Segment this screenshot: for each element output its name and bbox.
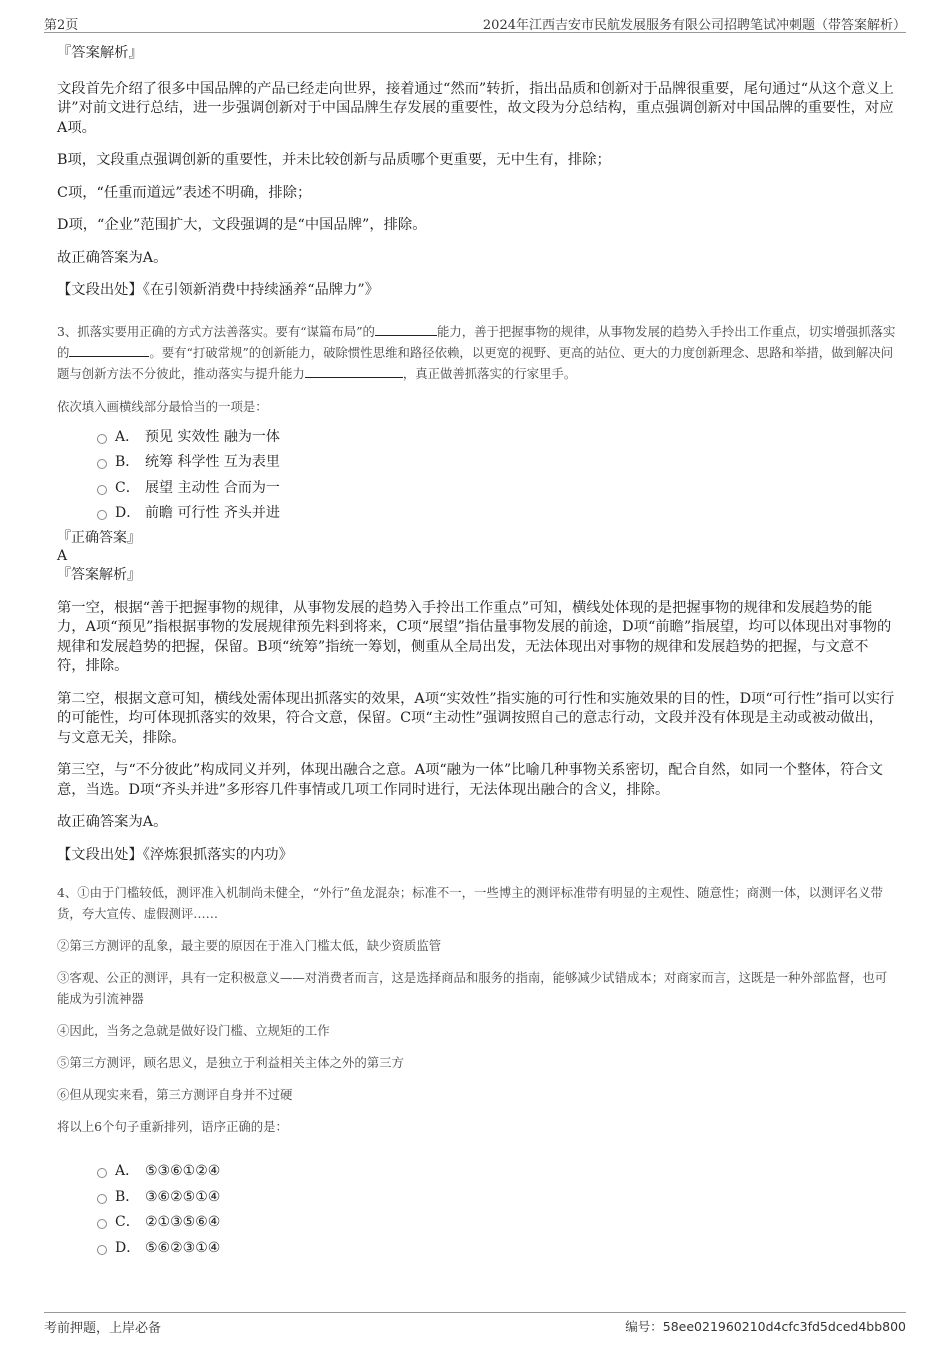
option-d[interactable]: D． 前瞻 可行性 齐头并进 [97, 501, 897, 527]
analysis-paragraph: 文段首先介绍了很多中国品牌的产品已经走向世界，接着通过“然而”转折，指出品质和创新对于品牌很重要，尾句通过“从这个意义上讲”对前文进行总结，进一步强调创新对于中国品牌生存发展的重要性，故文段为分总结构，重点强调创新对中国品牌的重要性，对应A项。 [57, 80, 894, 136]
option-c[interactable]: C． ②①③⑤⑥④ [97, 1210, 897, 1236]
option-d[interactable]: D． ⑤⑥②③①④ [97, 1236, 897, 1262]
analysis-paragraph: C项，“任重而道远”表述不明确，排除； [57, 184, 312, 201]
analysis-paragraph: 第三空，与“不分彼此”构成同义并列，体现出融合之意。A项“融为一体”比喻几种事物关系密切，配合自然，如同一个整体，符合文意，当选。D项“齐头并进”多形容几件事情或几项工作同时进行，无法体现出融合的含义，排除。 [57, 762, 883, 798]
correct-answer: A [57, 547, 68, 564]
source-citation: 【文段出处】《在引领新消费中持续涵养“品牌力”》 [57, 282, 379, 298]
document-code: 编号：58ee021960210d4cfc3fd5dced4bb800 [625, 1319, 906, 1334]
radio-icon[interactable] [97, 485, 107, 495]
radio-icon[interactable] [97, 1194, 107, 1204]
question-4-sentence: 4、①由于门槛较低，测评准入机制尚未健全，“外行”鱼龙混杂；标准不一，一些博主的测评标准带有明显的主观性、随意性；商测一体，以测评名义带货，夸大宣传、虚假测评…… [57, 885, 883, 921]
correct-answer-heading: 『正确答案』 [57, 529, 141, 546]
page-content [57, 44, 897, 1261]
question-4-sentence: ⑥但从现实来看，第三方测评自身并不过硬 [57, 1087, 293, 1102]
radio-icon[interactable] [97, 434, 107, 444]
analysis-paragraph: 第一空，根据“善于把握事物的规律，从事物发展的趋势入手拎出工作重点”可知，横线处体现的是把握事物的规律和发展趋势的能力，A项“预见”指根据事物的发展规律预先料到将来，C项“展望”指估量事物发展的前途，D项“前瞻”指展望，均可以体现出对事物的规律和发展趋势的把握，保留。B项“统筹”指统一筹划，侧重从全局出发，无法体现出对事物的规律和发展趋势的把握，与文意不符，排除。 [57, 599, 892, 674]
analysis-heading: 『答案解析』 [57, 566, 141, 583]
radio-icon[interactable] [97, 1219, 107, 1229]
question-prompt: 依次填入画横线部分最恰当的一项是： [57, 398, 268, 414]
footer-slogan: 考前押题，上岸必备 [44, 1321, 162, 1336]
option-b[interactable]: B． 统筹 科学性 互为表里 [97, 450, 897, 476]
analysis-paragraph: B项，文段重点强调创新的重要性，并未比较创新与品质哪个更重要，无中生有，排除； [57, 152, 611, 168]
analysis-paragraph: 第二空，根据文意可知，横线处需体现出抓落实的效果，A项“实效性”指实施的可行性和实施效果的目的性，D项“可行性”指可以实行的可能性，均可体现抓落实的效果，符合文意，保留。C项“主动性”强调按照自己的意志行动，文段并没有体现是主动或被动做出，与文意无关，排除。 [57, 690, 895, 746]
answer-blank [305, 365, 403, 378]
option-a[interactable]: A． ⑤③⑥①②④ [97, 1159, 897, 1185]
analysis-paragraph: 故正确答案为A。 [57, 814, 168, 830]
question-4-sentence: ③客观、公正的测评，具有一定积极意义——对消费者而言，这是选择商品和服务的指南，能够减少试错成本；对商家而言，这既是一种外部监督，也可能成为引流神器 [57, 970, 888, 1006]
radio-icon[interactable] [97, 1245, 107, 1255]
page-number: 第2页 [44, 18, 79, 33]
question-prompt: 将以上6个句子重新排列，语序正确的是： [57, 1119, 288, 1134]
question-4-sentence: ⑤第三方测评，顾名思义，是独立于利益相关主体之外的第三方 [57, 1055, 404, 1070]
analysis-heading: 『答案解析』 [57, 45, 143, 61]
page-header [44, 12, 906, 33]
question-3-options [97, 425, 897, 527]
radio-icon[interactable] [97, 510, 107, 520]
page-footer [44, 1312, 906, 1337]
radio-icon[interactable] [97, 1168, 107, 1178]
option-b[interactable]: B． ③⑥②⑤①④ [97, 1185, 897, 1211]
radio-icon[interactable] [97, 459, 107, 469]
question-4-sentence: ④因此，当务之急就是做好设门槛、立规矩的工作 [57, 1023, 330, 1038]
source-citation: 【文段出处】《淬炼狠抓落实的内功》 [57, 846, 293, 863]
analysis-paragraph: D项，“企业”范围扩大，文段强调的是“中国品牌”，排除。 [57, 217, 427, 233]
answer-blank [69, 344, 149, 357]
option-c[interactable]: C． 展望 主动性 合而为一 [97, 476, 897, 502]
question-3-stem: 3、抓落实要用正确的方式方法善落实。要有“谋篇布局”的 能力，善于把握事物的规律，从事物发展的趋势入手拎出工作重点，切实增强抓落实的 。要有“打破常规”的创新能力，破除惯性思维和路径依赖，以更宽的视野、更高的站位、更大的力度创新理念、思路和举措，做到解决问题与创新方法不分彼此，推动落实与提升能力 ，真正做善抓落实的行家里手。 [57, 323, 896, 381]
question-4-options [97, 1159, 897, 1261]
option-a[interactable]: A． 预见 实效性 融为一体 [97, 425, 897, 451]
answer-blank [375, 323, 437, 336]
document-title: 2024年江西吉安市民航发展服务有限公司招聘笔试冲刺题（带答案解析） [482, 18, 906, 33]
question-4-sentence: ②第三方测评的乱象，最主要的原因在于准入门槛太低，缺少资质监管 [57, 938, 442, 953]
analysis-paragraph: 故正确答案为A。 [57, 249, 168, 266]
